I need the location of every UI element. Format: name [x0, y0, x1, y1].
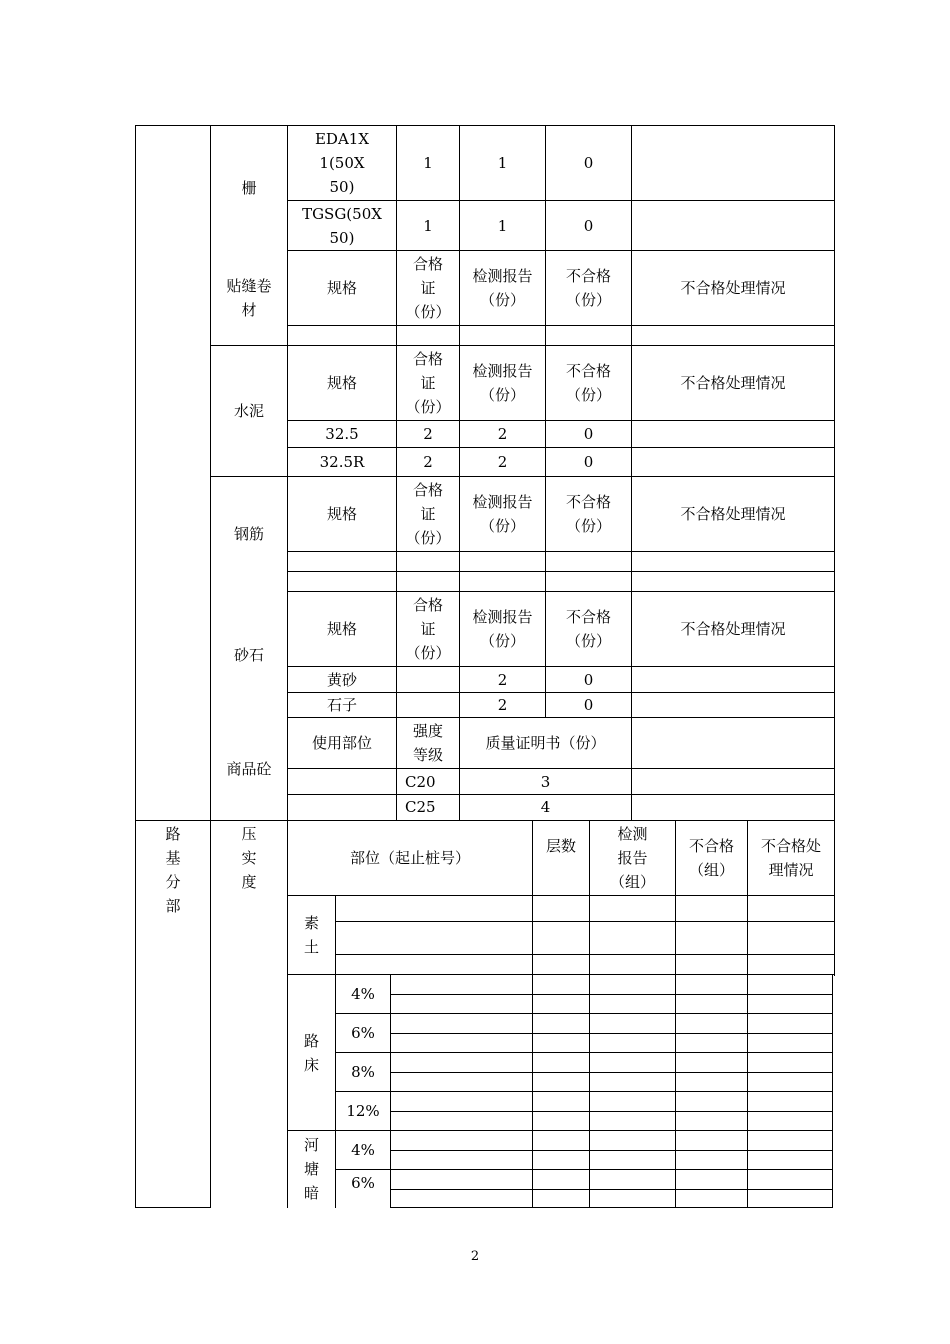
aggregate-spec-1: 黄砂: [326, 670, 357, 689]
rebar-label: 钢筋: [233, 525, 264, 543]
road-bed-level-4: 12%: [346, 1102, 380, 1120]
grid-fail-2: 0: [583, 216, 594, 235]
grid-line: [390, 1111, 833, 1112]
header-strength: 强度 等级: [412, 722, 443, 764]
header-test-report: 检测 报告 （组）: [609, 825, 655, 891]
grid-line: [287, 551, 835, 552]
header-handling-short: 不合格处 理情况: [760, 837, 821, 879]
header-layers: 层数: [545, 837, 576, 855]
grid-line: [390, 1091, 833, 1092]
header-report: 检测报告 （份）: [472, 267, 533, 309]
cement-spec-1: 32.5: [325, 425, 359, 443]
grid-line: [390, 1072, 833, 1073]
cement-cert-1: 2: [423, 425, 433, 443]
subgrade-section-label: 路 基 分 部: [165, 825, 181, 915]
grid-line: [287, 571, 835, 572]
header-report: 检测报告 （份）: [472, 493, 533, 535]
cement-fail-2: 0: [583, 453, 594, 471]
aggregate-label: 砂石: [233, 645, 264, 664]
header-fail: 不合格 （份）: [565, 608, 611, 650]
grid-spec-2: TGSG(50X 50): [302, 204, 382, 247]
aggregate-report-2: 2: [497, 696, 508, 714]
header-handling: 不合格处理情况: [680, 279, 786, 297]
grid-cert-1: 1: [423, 154, 433, 172]
pond-label: 河 塘 暗: [303, 1136, 319, 1202]
grid-label: 栅: [241, 179, 257, 197]
header-handling: 不合格处理情况: [680, 620, 786, 638]
grid-line: [335, 921, 835, 922]
road-bed-level-2: 6%: [351, 1024, 375, 1042]
header-spec: 规格: [326, 279, 357, 297]
grid-line: [390, 994, 833, 995]
concrete-grade-2: C25: [405, 798, 436, 816]
header-quality-cert: 质量证明书（份）: [485, 734, 606, 752]
cement-label: 水泥: [233, 402, 264, 420]
header-spec: 规格: [326, 374, 357, 392]
grid-line: [390, 1207, 833, 1208]
road-bed-label: 路 床: [303, 1031, 319, 1074]
pond-level-1: 4%: [351, 1141, 375, 1159]
header-fail: 不合格 （份）: [565, 267, 611, 309]
grid-report-1: 1: [497, 154, 508, 172]
pond-level-2: 6%: [351, 1174, 375, 1192]
cement-report-2: 2: [497, 453, 508, 471]
cement-cert-2: 2: [423, 453, 433, 471]
cement-spec-2: 32.5R: [319, 453, 365, 471]
grid-line: [287, 325, 835, 326]
concrete-qty-1: 3: [540, 772, 551, 791]
header-fail-group: 不合格 （组）: [688, 837, 734, 879]
aggregate-cert-1: [397, 667, 459, 692]
cement-report-1: 2: [497, 425, 508, 443]
grid-line: [390, 1013, 833, 1014]
compaction-label: 压 实 度: [241, 825, 257, 891]
header-fail: 不合格 （份）: [565, 493, 611, 535]
grid-line: [390, 1150, 833, 1151]
header-spec: 规格: [326, 505, 357, 523]
grid-line: [390, 1169, 833, 1170]
grid-spec-1: EDA1X 1(50X 50): [314, 130, 370, 196]
header-handling: 不合格处理情况: [680, 374, 786, 392]
grid-line: [390, 1130, 833, 1131]
header-location: 部位（起止桩号）: [349, 849, 470, 867]
road-bed-level-1: 4%: [351, 985, 375, 1003]
grid-report-2: 1: [497, 216, 508, 235]
plain-soil-label: 素 土: [303, 914, 319, 956]
header-report: 检测报告 （份）: [472, 608, 533, 650]
grid-fail-1: 0: [583, 154, 594, 172]
concrete-grade-1: C20: [405, 772, 436, 791]
grid-line: [135, 1207, 211, 1208]
grid-line: [390, 1052, 833, 1053]
aggregate-fail-1: 0: [583, 670, 594, 689]
aggregate-cert-2: [397, 693, 459, 717]
header-spec: 规格: [326, 620, 357, 638]
aggregate-fail-2: 0: [583, 696, 594, 714]
grid-line: [390, 1033, 833, 1034]
header-cert: 合格 证 （份）: [405, 481, 451, 547]
cement-fail-1: 0: [583, 425, 594, 443]
membrane-label: 贴缝卷 材: [226, 277, 272, 319]
aggregate-report-1: 2: [497, 670, 508, 689]
header-cert: 合格 证 （份）: [405, 350, 451, 416]
concrete-qty-2: 4: [540, 798, 551, 816]
grid-cert-2: 1: [423, 216, 433, 235]
header-cert: 合格 证 （份）: [405, 596, 451, 662]
grid-line: [287, 895, 835, 896]
grid-line: [631, 125, 632, 821]
aggregate-spec-2: 石子: [326, 696, 357, 714]
header-report: 检测报告 （份）: [472, 362, 533, 404]
header-use-part: 使用部位: [311, 734, 372, 752]
grid-line: [135, 125, 136, 1208]
header-handling: 不合格处理情况: [680, 505, 786, 523]
road-bed-level-3: 8%: [351, 1063, 375, 1081]
header-fail: 不合格 （份）: [565, 362, 611, 404]
concrete-label: 商品砼: [226, 759, 272, 778]
grid-line: [335, 954, 835, 955]
header-cert: 合格 证 （份）: [405, 255, 451, 321]
page-number: 2: [470, 1249, 480, 1264]
grid-line: [390, 1189, 833, 1190]
